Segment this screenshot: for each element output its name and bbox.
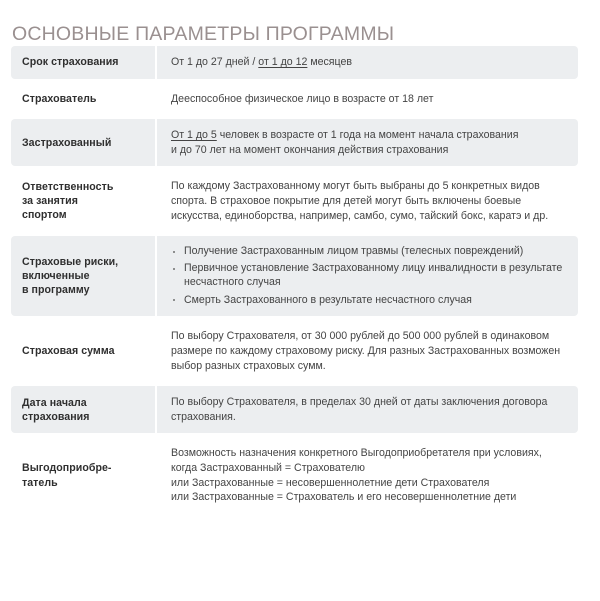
table-row xyxy=(11,437,578,513)
row-label-line: за занятия xyxy=(22,195,78,208)
value-text-part: месяцев xyxy=(307,56,353,68)
row-label-line: Выгодоприобре- xyxy=(22,462,112,475)
list-item: Смерть Застрахованного в результате несчастного случая xyxy=(171,294,568,308)
table-row xyxy=(11,46,578,79)
row-value-line: По выбору Страхователя, в пределах 30 дней от даты заключения договора xyxy=(171,396,548,409)
row-label-cell xyxy=(11,46,155,79)
value-text-part: От 1 до 27 дней / xyxy=(171,56,259,68)
row-label-cell xyxy=(11,320,155,382)
row-value-line: Возможность назначения конкретного Выгодоприобретателя при условиях, xyxy=(171,447,542,460)
row-label-cell xyxy=(11,437,155,513)
row-label-cell xyxy=(11,170,155,232)
table-body xyxy=(11,46,578,514)
row-value-cell xyxy=(155,170,578,232)
row-value-cell xyxy=(155,320,578,382)
row-value-line: и до 70 лет на момент окончания действия страхования xyxy=(171,143,449,156)
row-value-line: или Застрахованные = несовершеннолетние дети Страхователя xyxy=(171,476,490,489)
insured-risks-list xyxy=(171,245,568,307)
row-label: Страховая сумма xyxy=(22,345,115,358)
row-value-line: По каждому Застрахованному могут быть выбраны до 5 конкретных видов xyxy=(171,180,540,193)
row-label-cell xyxy=(11,236,155,316)
row-label-line: страхования xyxy=(22,410,90,423)
list-item: Получение Застрахованным лицом травмы (телесных повреждений) xyxy=(171,245,568,259)
row-value-line: размере по каждому страховому риску. Для разных Застрахованных возможен xyxy=(171,344,561,357)
row-value-line: спорта. В страховое покрытие для детей могут быть включены боевые xyxy=(171,194,522,207)
row-label: Застрахованный xyxy=(22,136,112,149)
value-text-part-underlined: от 1 до 12 xyxy=(258,56,308,68)
row-label-cell xyxy=(11,83,155,116)
row-value-line: когда Застрахованный = Страхователю xyxy=(171,461,365,474)
row-value-line: выбор разных страховых сумм. xyxy=(171,359,326,372)
table-row xyxy=(11,320,578,382)
row-label: Срок страхования xyxy=(22,56,119,69)
table-row xyxy=(11,386,578,433)
row-label-line: спортом xyxy=(22,209,67,222)
row-label-cell xyxy=(11,386,155,433)
row-label-line: татель xyxy=(22,476,58,489)
row-label-line: Страховые риски, xyxy=(22,255,119,268)
row-label: Страхователь xyxy=(22,92,97,105)
row-value-cell xyxy=(155,437,578,513)
row-value-line: или Застрахованные = Страхователь и его несовершеннолетние дети xyxy=(171,491,517,504)
row-value-cell xyxy=(155,46,578,79)
table-row xyxy=(11,170,578,232)
row-label-line: Дата начала xyxy=(22,396,87,409)
row-label-line: в программу xyxy=(22,284,90,297)
table-row xyxy=(11,119,578,166)
table-row xyxy=(11,236,578,316)
program-parameters-table xyxy=(11,46,578,514)
row-value-line: искусства, единоборства, например, самбо, сумо, тайский бокс, каратэ и др. xyxy=(171,209,549,222)
list-item: Первичное установление Застрахованному лицу инвалидности в результате несчастного случая xyxy=(171,262,568,290)
value-text-part: человек в возрасте от 1 года на момент начала страхования xyxy=(216,129,519,142)
row-label-line: включенные xyxy=(22,270,90,283)
page-title: ОСНОВНЫЕ ПАРАМЕТРЫ ПРОГРАММЫ xyxy=(12,23,395,46)
row-value-cell xyxy=(155,236,578,316)
table-row xyxy=(11,83,578,116)
row-value-line xyxy=(171,55,568,70)
row-value-cell xyxy=(155,119,578,166)
row-label-cell xyxy=(11,119,155,166)
row-value-cell xyxy=(155,386,578,433)
value-text-part-underlined: От 1 до 5 xyxy=(171,129,217,142)
row-value-line xyxy=(171,128,568,143)
row-value-cell xyxy=(155,83,578,116)
row-value-line: страхования. xyxy=(171,410,236,423)
row-label-line: Ответственность xyxy=(22,180,114,193)
row-value-line: По выбору Страхователя, от 30 000 рублей до 500 000 рублей в одинаковом xyxy=(171,330,550,343)
row-value-line: Дееспособное физическое лицо в возрасте от 18 лет xyxy=(171,92,434,105)
